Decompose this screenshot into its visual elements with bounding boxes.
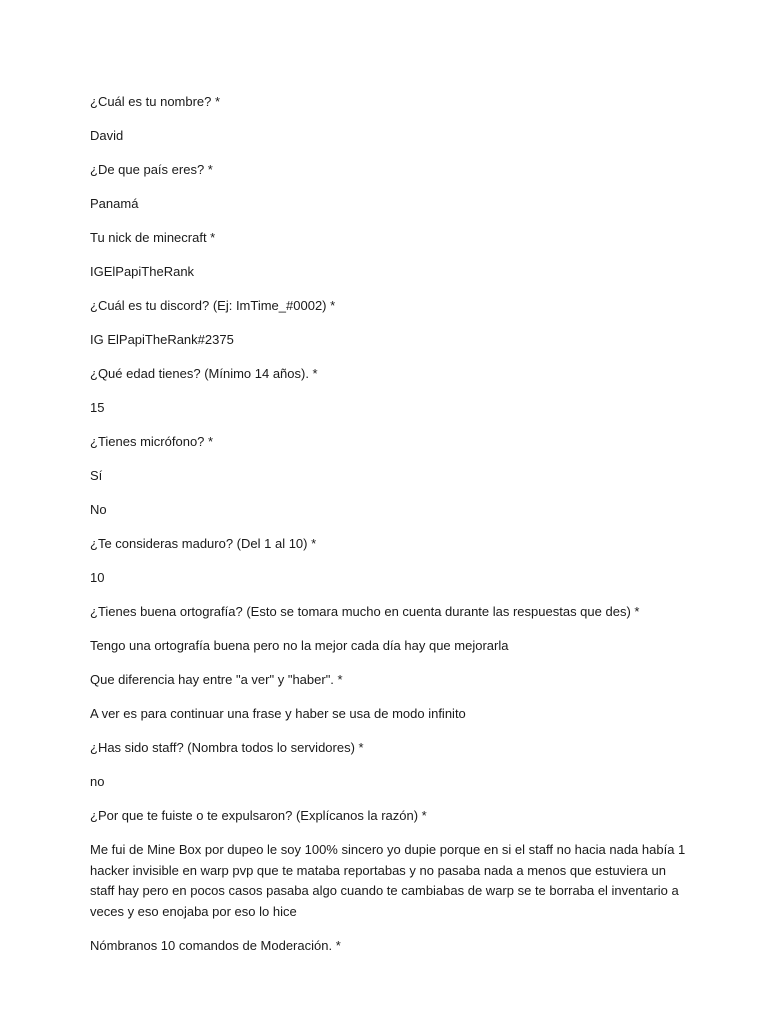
document-page (90, 92, 690, 970)
question-leave-reason: ¿Por que te fuiste o te expulsaron? (Explícanos la razón) * (90, 808, 427, 823)
answer-discord: IG ElPapiTheRank#2375 (90, 332, 234, 347)
answer-maturity: 10 (90, 570, 105, 585)
question-minecraft-nick: Tu nick de minecraft * (90, 230, 216, 245)
answer-country: Panamá (90, 196, 139, 211)
question-moderation-commands: Nómbranos 10 comandos de Moderación. * (90, 938, 341, 953)
question-aver-haber: Que diferencia hay entre "a ver" y "haber". * (90, 672, 343, 687)
option-yes: Sí (90, 468, 103, 483)
question-discord: ¿Cuál es tu discord? (Ej: ImTime_#0002) * (90, 298, 336, 313)
answer-leave-reason: Me fui de Mine Box por dupeo le soy 100% sincero yo dupie porque en si el staff no hacia nada había 1 hacker invisible en warp pvp que te mataba reportabas y no pasaba nada a menos que estuviera un staff hay pero en pocos casos pasaba algo cuando te cambiabas de warp se te borraba el inventario a veces y eso enojaba por eso lo hice (90, 842, 686, 919)
answer-aver-haber: A ver es para continuar una frase y haber se usa de modo infinito (90, 706, 466, 721)
answer-age: 15 (90, 400, 105, 415)
question-staff: ¿Has sido staff? (Nombra todos lo servidores) * (90, 740, 364, 755)
answer-staff: no (90, 774, 105, 789)
answer-minecraft-nick: IGElPapiTheRank (90, 264, 195, 279)
question-name: ¿Cuál es tu nombre? * (90, 94, 221, 109)
question-country: ¿De que país eres? * (90, 162, 213, 177)
answer-spelling: Tengo una ortografía buena pero no la mejor cada día hay que mejorarla (90, 638, 509, 653)
question-microphone: ¿Tienes micrófono? * (90, 434, 214, 449)
option-no: No (90, 502, 107, 517)
answer-name: David (90, 128, 124, 143)
question-age: ¿Qué edad tienes? (Mínimo 14 años). * (90, 366, 318, 381)
question-spelling: ¿Tienes buena ortografía? (Esto se tomara mucho en cuenta durante las respuestas que des) * (90, 604, 640, 619)
question-maturity: ¿Te consideras maduro? (Del 1 al 10) * (90, 536, 317, 551)
